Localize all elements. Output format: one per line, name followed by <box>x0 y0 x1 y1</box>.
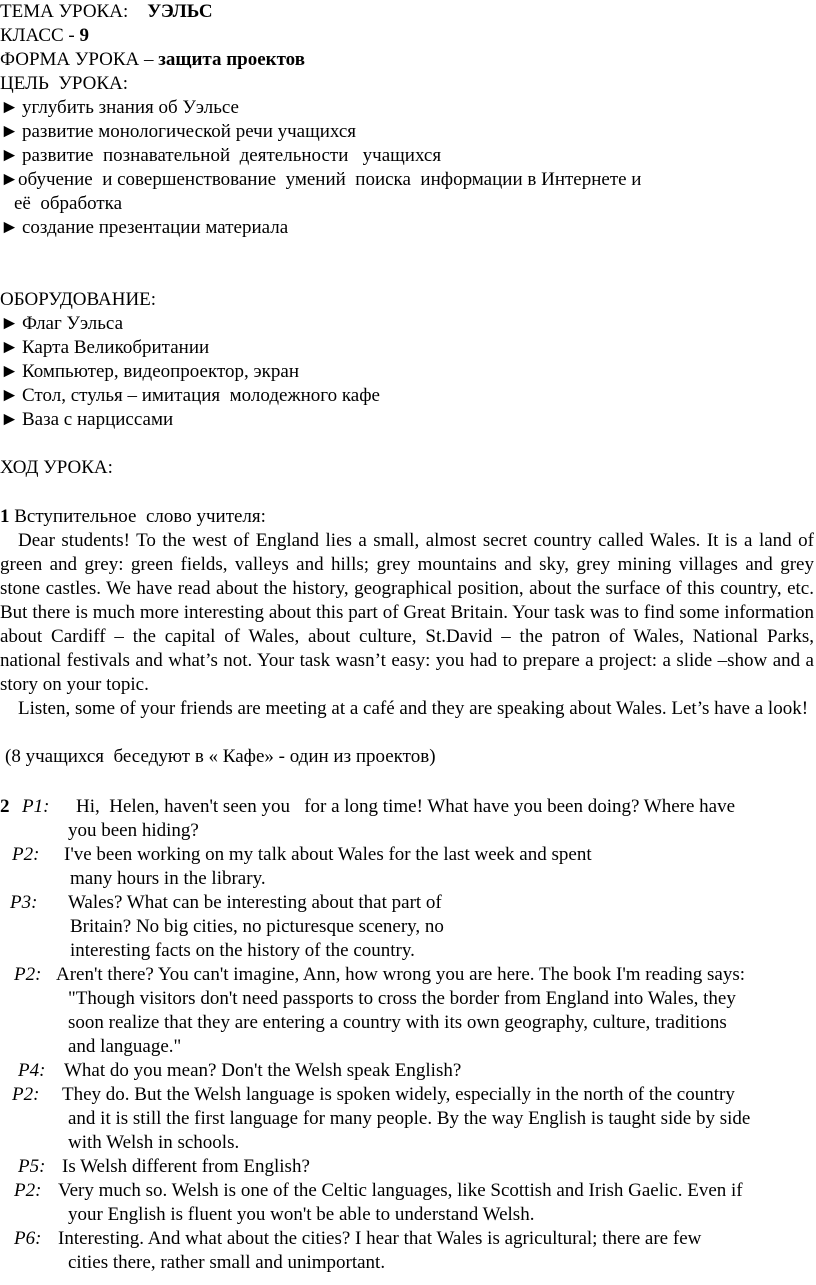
step1-heading <box>0 505 266 529</box>
speaker-label: P2: <box>12 1084 40 1105</box>
speaker-label: P2: <box>14 1180 42 1201</box>
dialogue-line: interesting facts on the history of the country. <box>70 940 415 961</box>
goal-text: углубить знания об Уэльсе <box>22 97 239 118</box>
procedure-title: ХОД УРОКА: <box>0 457 113 478</box>
step1-paragraph: Dear students! To the west of England lies a small, almost secret country called Wales. It is a land of green and grey: green fields, valleys and hills; grey mountains and sky, grey mining villages and grey stone castles. We have read about the history, geographical position, about the surface of this country, etc. But there is much more interesting about this part of Great Britain. Your task was to find some information about Cardiff – the capital of Wales, about culture, St.David – the patron of Wales, National Parks, national festivals and what’s not. Your task wasn’t easy: you had to prepare a project: a slide –show and a story on your topic. <box>0 530 814 695</box>
equipment-text: Компьютер, видеопроектор, экран <box>22 361 299 382</box>
goal-text: создание презентации материала <box>22 217 289 238</box>
step-number: 1 <box>0 506 10 527</box>
speaker-label: P6: <box>14 1228 42 1249</box>
equipment-title: ОБОРУДОВАНИЕ: <box>0 289 157 310</box>
dialogue-line: Very much so. Welsh is one of the Celtic languages, like Scottish and Irish Gaelic. Even if <box>58 1180 743 1201</box>
dialogue-line: your English is fluent you won't be able to understand Welsh. <box>68 1204 535 1225</box>
dialogue-line: cities there, rather small and unimportant. <box>68 1252 386 1273</box>
bullet-arrow-icon: ► <box>0 121 19 142</box>
dialogue-line: many hours in the library. <box>70 868 266 889</box>
goal-item <box>0 144 441 168</box>
equipment-item <box>0 312 123 336</box>
dialogue-line: Is Welsh different from English? <box>62 1156 310 1177</box>
class-line <box>0 24 89 48</box>
dialogue-line: soon realize that they are entering a country with its own geography, culture, traditions <box>68 1012 727 1033</box>
dialogue-line: Wales? What can be interesting about that part of <box>68 892 442 913</box>
dialogue-line: I've been working on my talk about Wales for the last week and spent <box>64 844 592 865</box>
step1-note: (8 учащихся беседуют в « Кафе» - один из проектов) <box>5 746 436 767</box>
dialogue-line: They do. But the Welsh language is spoken widely, especially in the north of the country <box>62 1084 735 1105</box>
equipment-text: Карта Великобритании <box>22 337 210 358</box>
goal-item <box>0 168 641 192</box>
topic-value: УЭЛЬС <box>147 1 213 22</box>
equipment-item <box>0 408 173 432</box>
step-number: 2 <box>0 796 10 817</box>
dialogue-line: What do you mean? Don't the Welsh speak English? <box>64 1060 462 1081</box>
speaker-label: P2: <box>12 844 40 865</box>
goal-label: ЦЕЛЬ УРОКА: <box>0 73 129 94</box>
form-label: ФОРМА УРОКА – <box>0 49 154 70</box>
bullet-arrow-icon: ► <box>0 97 19 118</box>
speaker-label: P4: <box>18 1060 46 1081</box>
form-line <box>0 48 305 72</box>
equipment-text: Ваза с нарциссами <box>22 409 174 430</box>
topic-label: ТЕМА УРОКА: <box>0 1 129 22</box>
dialogue-line: you been hiding? <box>68 820 199 841</box>
class-label: КЛАСС - <box>0 25 75 46</box>
bullet-arrow-icon: ► <box>0 409 19 430</box>
goal-text: развитие познавательной деятельности учащихся <box>22 145 442 166</box>
dialogue-line: Interesting. And what about the cities? I hear that Wales is agricultural; there are few <box>58 1228 702 1249</box>
bullet-arrow-icon: ► <box>0 361 19 382</box>
equipment-item <box>0 360 299 384</box>
goal-text: обучение и совершенствование умений поиска информации в Интернете и <box>18 169 642 190</box>
class-value: 9 <box>79 25 90 46</box>
speaker-label: P2: <box>14 964 42 985</box>
equipment-item <box>0 384 380 408</box>
bullet-arrow-icon: ► <box>0 217 19 238</box>
speaker-label: P5: <box>18 1156 46 1177</box>
bullet-arrow-icon: ► <box>0 145 19 166</box>
dialogue-line: and it is still the first language for many people. By the way English is taught side by side <box>68 1108 751 1129</box>
equipment-text: Стол, стулья – имитация молодежного кафе <box>22 385 380 406</box>
bullet-arrow-icon: ► <box>0 385 19 406</box>
bullet-arrow-icon: ► <box>0 313 19 334</box>
goal-item <box>0 120 356 144</box>
dialogue-line: Britain? No big cities, no picturesque scenery, no <box>70 916 444 937</box>
step1-paragraph: Listen, some of your friends are meeting at a café and they are speaking about Wales. Let’s have a look! <box>18 698 809 719</box>
dialogue-line: Hi, Helen, haven't seen you for a long time! What have you been doing? Where have <box>76 796 736 817</box>
dialogue-line: "Though visitors don't need passports to cross the border from England into Wales, they <box>68 988 736 1009</box>
dialogue-line: and language." <box>68 1036 182 1057</box>
topic-line <box>0 0 213 24</box>
equipment-text: Флаг Уэльса <box>22 313 124 334</box>
speaker-label: P1: <box>22 796 50 817</box>
equipment-item <box>0 336 209 360</box>
bullet-arrow-icon: ► <box>0 337 19 358</box>
goal-item <box>0 216 288 240</box>
form-value: защита проектов <box>158 49 305 70</box>
bullet-arrow-icon: ► <box>0 169 19 190</box>
goal-continuation: её обработка <box>14 193 123 214</box>
dialogue-line: Aren't there? You can't imagine, Ann, how wrong you are here. The book I'm reading says: <box>56 964 746 985</box>
speaker-label: P3: <box>10 892 38 913</box>
goal-item <box>0 96 239 120</box>
step1-title: Вступительное слово учителя: <box>14 506 266 527</box>
dialogue-line: with Welsh in schools. <box>68 1132 240 1153</box>
goal-text: развитие монологической речи учащихся <box>22 121 357 142</box>
